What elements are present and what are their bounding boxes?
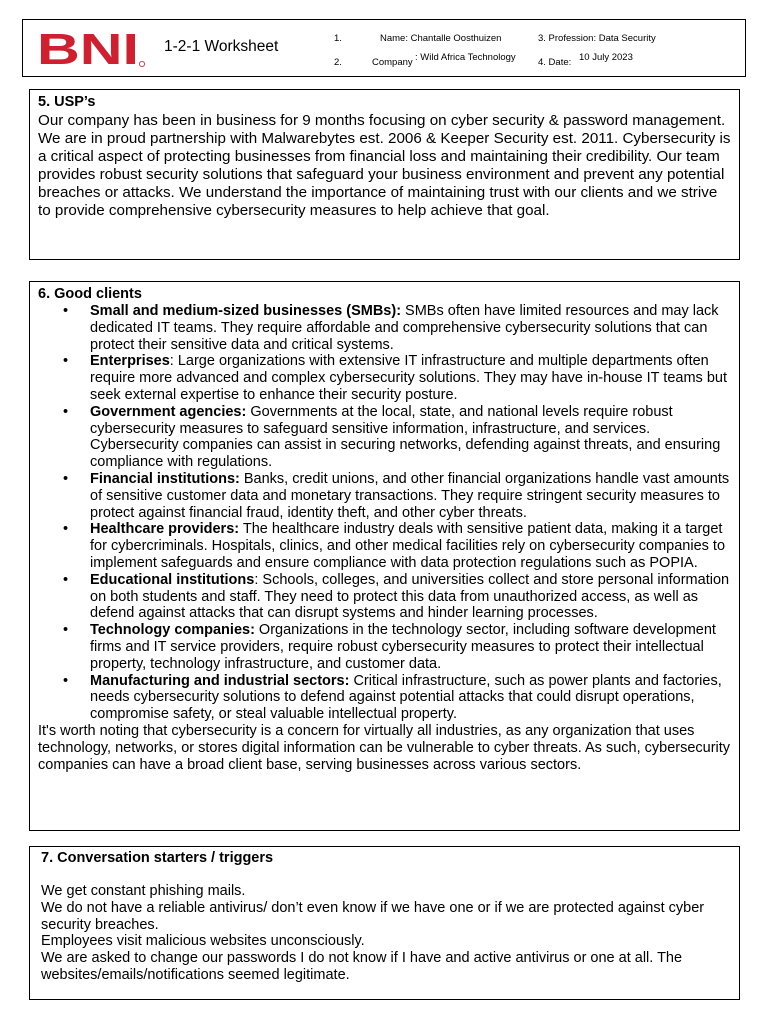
list-item — [63, 403, 731, 471]
worksheet-header — [22, 19, 746, 77]
conversation-line: We get constant phishing mails. — [41, 883, 246, 899]
good-clients-closing: It's worth noting that cybersecurity is a concern for virtually all industries, as any organization that uses technology, networks, or stores digital information can be vulnerable to cyber threats. As such, cybersecurity companies can have a broad client base, serving businesses across various sectors. — [38, 722, 731, 773]
client-type-text: Critical infrastructure, such as power plants and factories, needs cybersecurity solutions to defend against potential attacks that could disrupt operations, compromise safety, or steal valuable intellectual property. — [90, 672, 722, 723]
client-type-text: SMBs often have limited resources and may lack dedicated IT teams. They require affordable and comprehensive cybersecurity solutions that can protect their sensitive data and critical systems. — [90, 303, 719, 353]
client-type-text: : Schools, colleges, and universities collect and store personal information on both students and staff. They need to protect this data from unauthorized access, as well as defend against attacks that can disrupt systems and hinder learning processes. — [90, 571, 730, 622]
list-item — [63, 521, 731, 571]
usp-section — [29, 89, 740, 260]
client-type-text: The healthcare industry deals with sensitive patient data, making it a target for cybercriminals. Hospitals, clinics, and other medical facilities rely on cybersecurity companies to implement safeguards and ensure compliance with data protection regulations such as POPIA. — [90, 521, 726, 571]
client-type-title: Financial institutions: — [90, 470, 240, 487]
client-type-title: Small and medium-sized businesses (SMBs): — [90, 303, 402, 319]
field-number-1: 1. — [334, 33, 342, 44]
company-label: Company — [372, 57, 413, 68]
conversation-starters-section — [29, 846, 740, 1000]
client-type-title: Technology companies: — [90, 622, 255, 639]
worksheet-title: 1-2-1 Worksheet — [164, 38, 279, 55]
list-item — [63, 303, 731, 353]
client-type-title: Government agencies: — [90, 403, 247, 420]
bullet-icon: • — [63, 672, 69, 689]
client-type-text: : Large organizations with extensive IT infrastructure and multiple departments often require more advanced and complex cybersecurity solutions. They may have in-house IT teams but seek external expertise to enhance their security posture. — [90, 353, 727, 403]
profession-field: 3. Profession: Data Security — [538, 33, 656, 44]
conversation-heading: 7. Conversation starters / triggers — [41, 850, 274, 866]
name-field: Name: Chantalle Oosthuizen — [380, 33, 502, 44]
list-item — [63, 622, 731, 672]
client-type-title: Healthcare providers: — [90, 521, 240, 538]
client-type-title: Educational institutions — [90, 571, 255, 588]
bullet-icon: • — [63, 622, 69, 639]
company-value: : Wild Africa Technology — [415, 52, 516, 63]
usp-text: Our company has been in business for 9 months focusing on cyber security & password management. We are in proud partnership with Malwarebytes est. 2006 & Keeper Security est. 2011. Cybersecurity is a critical aspect of protecting businesses from financial loss and maintaining their credibility. Our team provides robust security solutions that safeguard your business environment and prevent any potential breaches or attacks. We understand the importance of maintaining trust with our clients and we strive to provide comprehensive cybersecurity measures to help achieve that goal. — [38, 112, 731, 220]
good-clients-heading: 6. Good clients — [38, 286, 142, 302]
bni-logo-text: BNI — [37, 30, 139, 68]
bullet-icon: • — [63, 303, 69, 319]
client-type-text: Organizations in the technology sector, including software development firms and IT service providers, require robust cybersecurity measures to protect their intellectual property, technology infrastructure, and customer data. — [90, 622, 716, 672]
usp-heading: 5. USP’s — [38, 94, 96, 110]
client-type-title: Enterprises — [90, 353, 170, 370]
bullet-icon: • — [63, 521, 69, 538]
client-list — [38, 303, 731, 723]
registered-mark-icon — [139, 61, 144, 66]
date-label: 4. Date: — [538, 57, 572, 68]
field-number-2: 2. — [334, 57, 342, 68]
conversation-line: Employees visit malicious websites unconsciously. — [41, 933, 365, 950]
good-clients-section — [29, 281, 740, 831]
client-type-text: Banks, credit unions, and other financial organizations handle vast amounts of sensitive customer data and monetary transactions. They require stringent security measures to protect against financial fraud, identity theft, and other cyber threats. — [90, 470, 730, 521]
list-item — [63, 571, 731, 622]
list-item — [63, 470, 731, 521]
bullet-icon: • — [63, 571, 69, 588]
client-type-text: Governments at the local, state, and national levels require robust cybersecurity measures to safeguard sensitive information, infrastructure, and services. Cybersecurity companies can assist in securing networks, defending against threats, and ensuring compliance with regulations. — [90, 403, 721, 471]
conversation-line: We are asked to change our passwords I do not know if I have and active antivirus or one at all. The websites/emails/notifications seemed legitimate. — [41, 950, 683, 983]
list-item — [63, 353, 731, 403]
bullet-icon: • — [63, 353, 69, 370]
conversation-line: We do not have a reliable antivirus/ don’t even know if we have one or if we are protected against cyber security breaches. — [41, 899, 705, 933]
bni-logo — [37, 30, 147, 68]
date-value: 10 July 2023 — [579, 52, 633, 63]
bullet-icon: • — [63, 470, 69, 487]
bullet-icon: • — [63, 403, 69, 420]
client-type-title: Manufacturing and industrial sectors: — [90, 672, 350, 689]
list-item — [63, 672, 731, 723]
